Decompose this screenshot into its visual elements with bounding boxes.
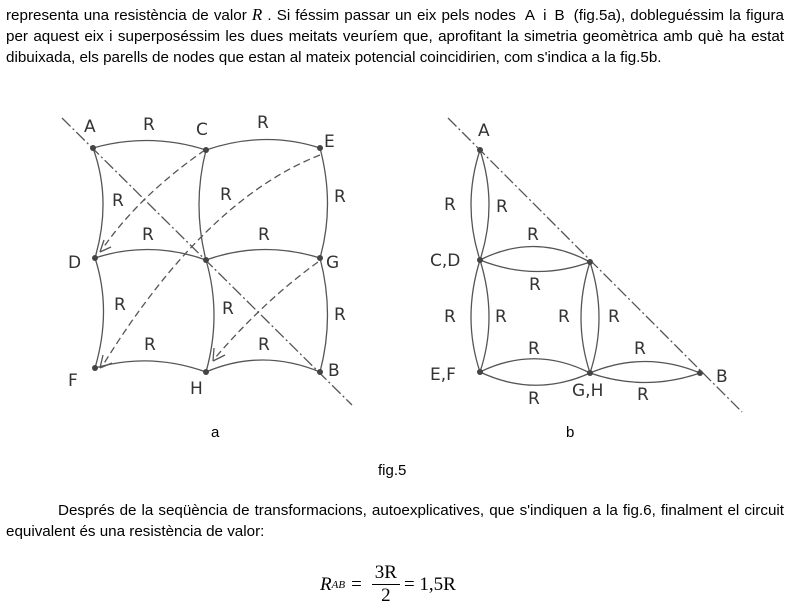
fig-a-wire-A-D: [93, 148, 103, 258]
fig-a-r-AD: R: [112, 191, 124, 211]
fig-b-label-EF: E,F: [430, 365, 456, 385]
fig-b-wire-EF-GH-top: [480, 359, 590, 373]
fig-a-r-DmH: R: [222, 299, 234, 319]
fig-a-label-G: G: [326, 253, 340, 273]
paragraph-result: Després de la seqüència de transformacions, autoexplicatives, que s'indiquen a la fig.6, finalment el circuit equivalent és una resistència de valor:: [6, 502, 784, 540]
node-a-ref: A: [524, 7, 536, 24]
fig-b-label-A: A: [478, 121, 490, 141]
formula-fraction: [372, 562, 400, 607]
formula-lhs-subscript: AB: [331, 578, 346, 591]
fig-a-wire-A-C: [93, 140, 206, 150]
equivalent-resistance-formula: R AB = $\frac{3R}{2}$ = 1,5R: [320, 562, 456, 606]
fig-b-wire-CD-G-bottom: [480, 260, 590, 272]
fig-a-label-F: F: [68, 371, 78, 391]
subfigure-label-a: a: [211, 424, 220, 441]
fig-a-wire-Dm-G: [206, 249, 320, 260]
fig-a-r-FH: R: [144, 335, 156, 355]
fig-b-node-A: [477, 147, 483, 153]
fig-a-node-H: [203, 369, 209, 375]
fig-a-wire-C-E: [206, 139, 320, 150]
formula-lhs: R: [320, 573, 332, 595]
formula-numerator: 3R: [372, 562, 400, 585]
fig-a-wire-G-B: [320, 258, 328, 372]
fig-a-node-C: [203, 147, 209, 153]
fig-b-wire-CD-EF-left: [471, 260, 480, 372]
fig-a-r-DmG: R: [258, 225, 270, 245]
node-b-ref: B: [554, 7, 565, 24]
fig-a-wire-D-Dm: [95, 249, 206, 260]
fig-a-wire-D-F: [95, 258, 104, 368]
formula-denominator: 2: [381, 585, 391, 606]
fig-b-r-CDEF-right: R: [495, 307, 507, 327]
fig-b-wire-GH-B-top: [590, 362, 700, 374]
fig-a-node-E: [317, 145, 323, 151]
fig-a-wire-C-Dm: [199, 150, 206, 260]
fig-a-label-A: A: [84, 117, 96, 137]
fig-a-r-CDm: R: [220, 185, 232, 205]
fig-b-wire-G-GH-left: [581, 262, 590, 373]
fig-b-label-CD: C,D: [430, 251, 461, 271]
fig-a-node-B: [317, 369, 323, 375]
fig-a-r-DDm: R: [142, 225, 154, 245]
fig-a-label-E: E: [324, 132, 335, 152]
fig-a-fold-arc-2: [103, 155, 320, 365]
fig-a-label-H: H: [190, 379, 203, 399]
fig-b-wire-A-CD-left: [471, 150, 480, 260]
fig-a-wire-H-B: [206, 360, 320, 372]
fig-a-r-EG: R: [334, 187, 346, 207]
fig-a-node-G: [317, 255, 323, 261]
fig-b-node-EF: [477, 369, 483, 375]
fig-a-r-HB: R: [258, 335, 270, 355]
fig-a-wire-E-G: [320, 148, 328, 258]
fig-a-r-AC: R: [143, 115, 155, 135]
resistance-variable: R: [251, 5, 263, 24]
fig-a-r-CE: R: [257, 113, 269, 133]
fig-a-label-C: C: [196, 120, 208, 140]
fig-b-label-B: B: [716, 367, 728, 387]
fig-b-wire-A-CD-right: [480, 150, 489, 260]
fig-b-r-GGH-right: R: [608, 307, 620, 327]
fig-b-label-GH: G,H: [572, 381, 604, 401]
fig-b-node-CD: [477, 257, 483, 263]
fig-a-node-center: [203, 257, 209, 263]
fig-b-r-EFGH-bottom: R: [528, 389, 540, 409]
fig-b-wire-CD-G-top: [480, 246, 590, 262]
conjunction: i: [543, 7, 547, 24]
fig-a-r-DF: R: [114, 295, 126, 315]
fig-b-r-CDG-bottom: R: [529, 275, 541, 295]
fig-a-label-D: D: [68, 253, 82, 273]
fig-b-wire-GH-B-bottom: [590, 373, 700, 383]
fig-b-r-GGH-left: R: [558, 307, 570, 327]
fig-a-node-F: [92, 365, 98, 371]
fig-b-r-A-left: R: [444, 195, 456, 215]
fig-b-r-CDEF-left: R: [444, 307, 456, 327]
fig-b-node-B: [697, 370, 703, 376]
formula-rhs: = 1,5R: [403, 573, 456, 595]
fig-b-node-G: [587, 259, 593, 265]
fig-b-r-CDG-top: R: [527, 225, 539, 245]
fig-b-wire-CD-EF-right: [480, 260, 489, 372]
fig-b-wire-G-GH-right: [590, 262, 599, 373]
fig-b-r-A-right: R: [496, 197, 508, 217]
fig-a-node-A: [90, 145, 96, 151]
fig-a-node-D: [92, 255, 98, 261]
fig-b-node-GH: [587, 370, 593, 376]
fig-a-label-B: B: [328, 361, 340, 381]
subfigure-label-b: b: [566, 424, 575, 441]
paragraph-intro: representa una resistència de valor R . Si féssim passar un eix pels nodes A i B (fig.5a), dobleguéssim la figura per aquest eix i superposéssim les dues meitats veuríem que, aprofitant la simetria geomètrica amb què ha estat dibuixada, els parells de nodes que estan al mateix potencial coincidirien, com s'indica a la fig.5b.: [6, 5, 784, 66]
fig-b-r-GHB-bottom: R: [637, 385, 649, 405]
fig-a-r-GB: R: [334, 305, 346, 325]
figure-caption: fig.5: [378, 462, 407, 479]
fig-b-r-GHB-top: R: [634, 339, 646, 359]
fig-b-r-EFGH-top: R: [528, 339, 540, 359]
